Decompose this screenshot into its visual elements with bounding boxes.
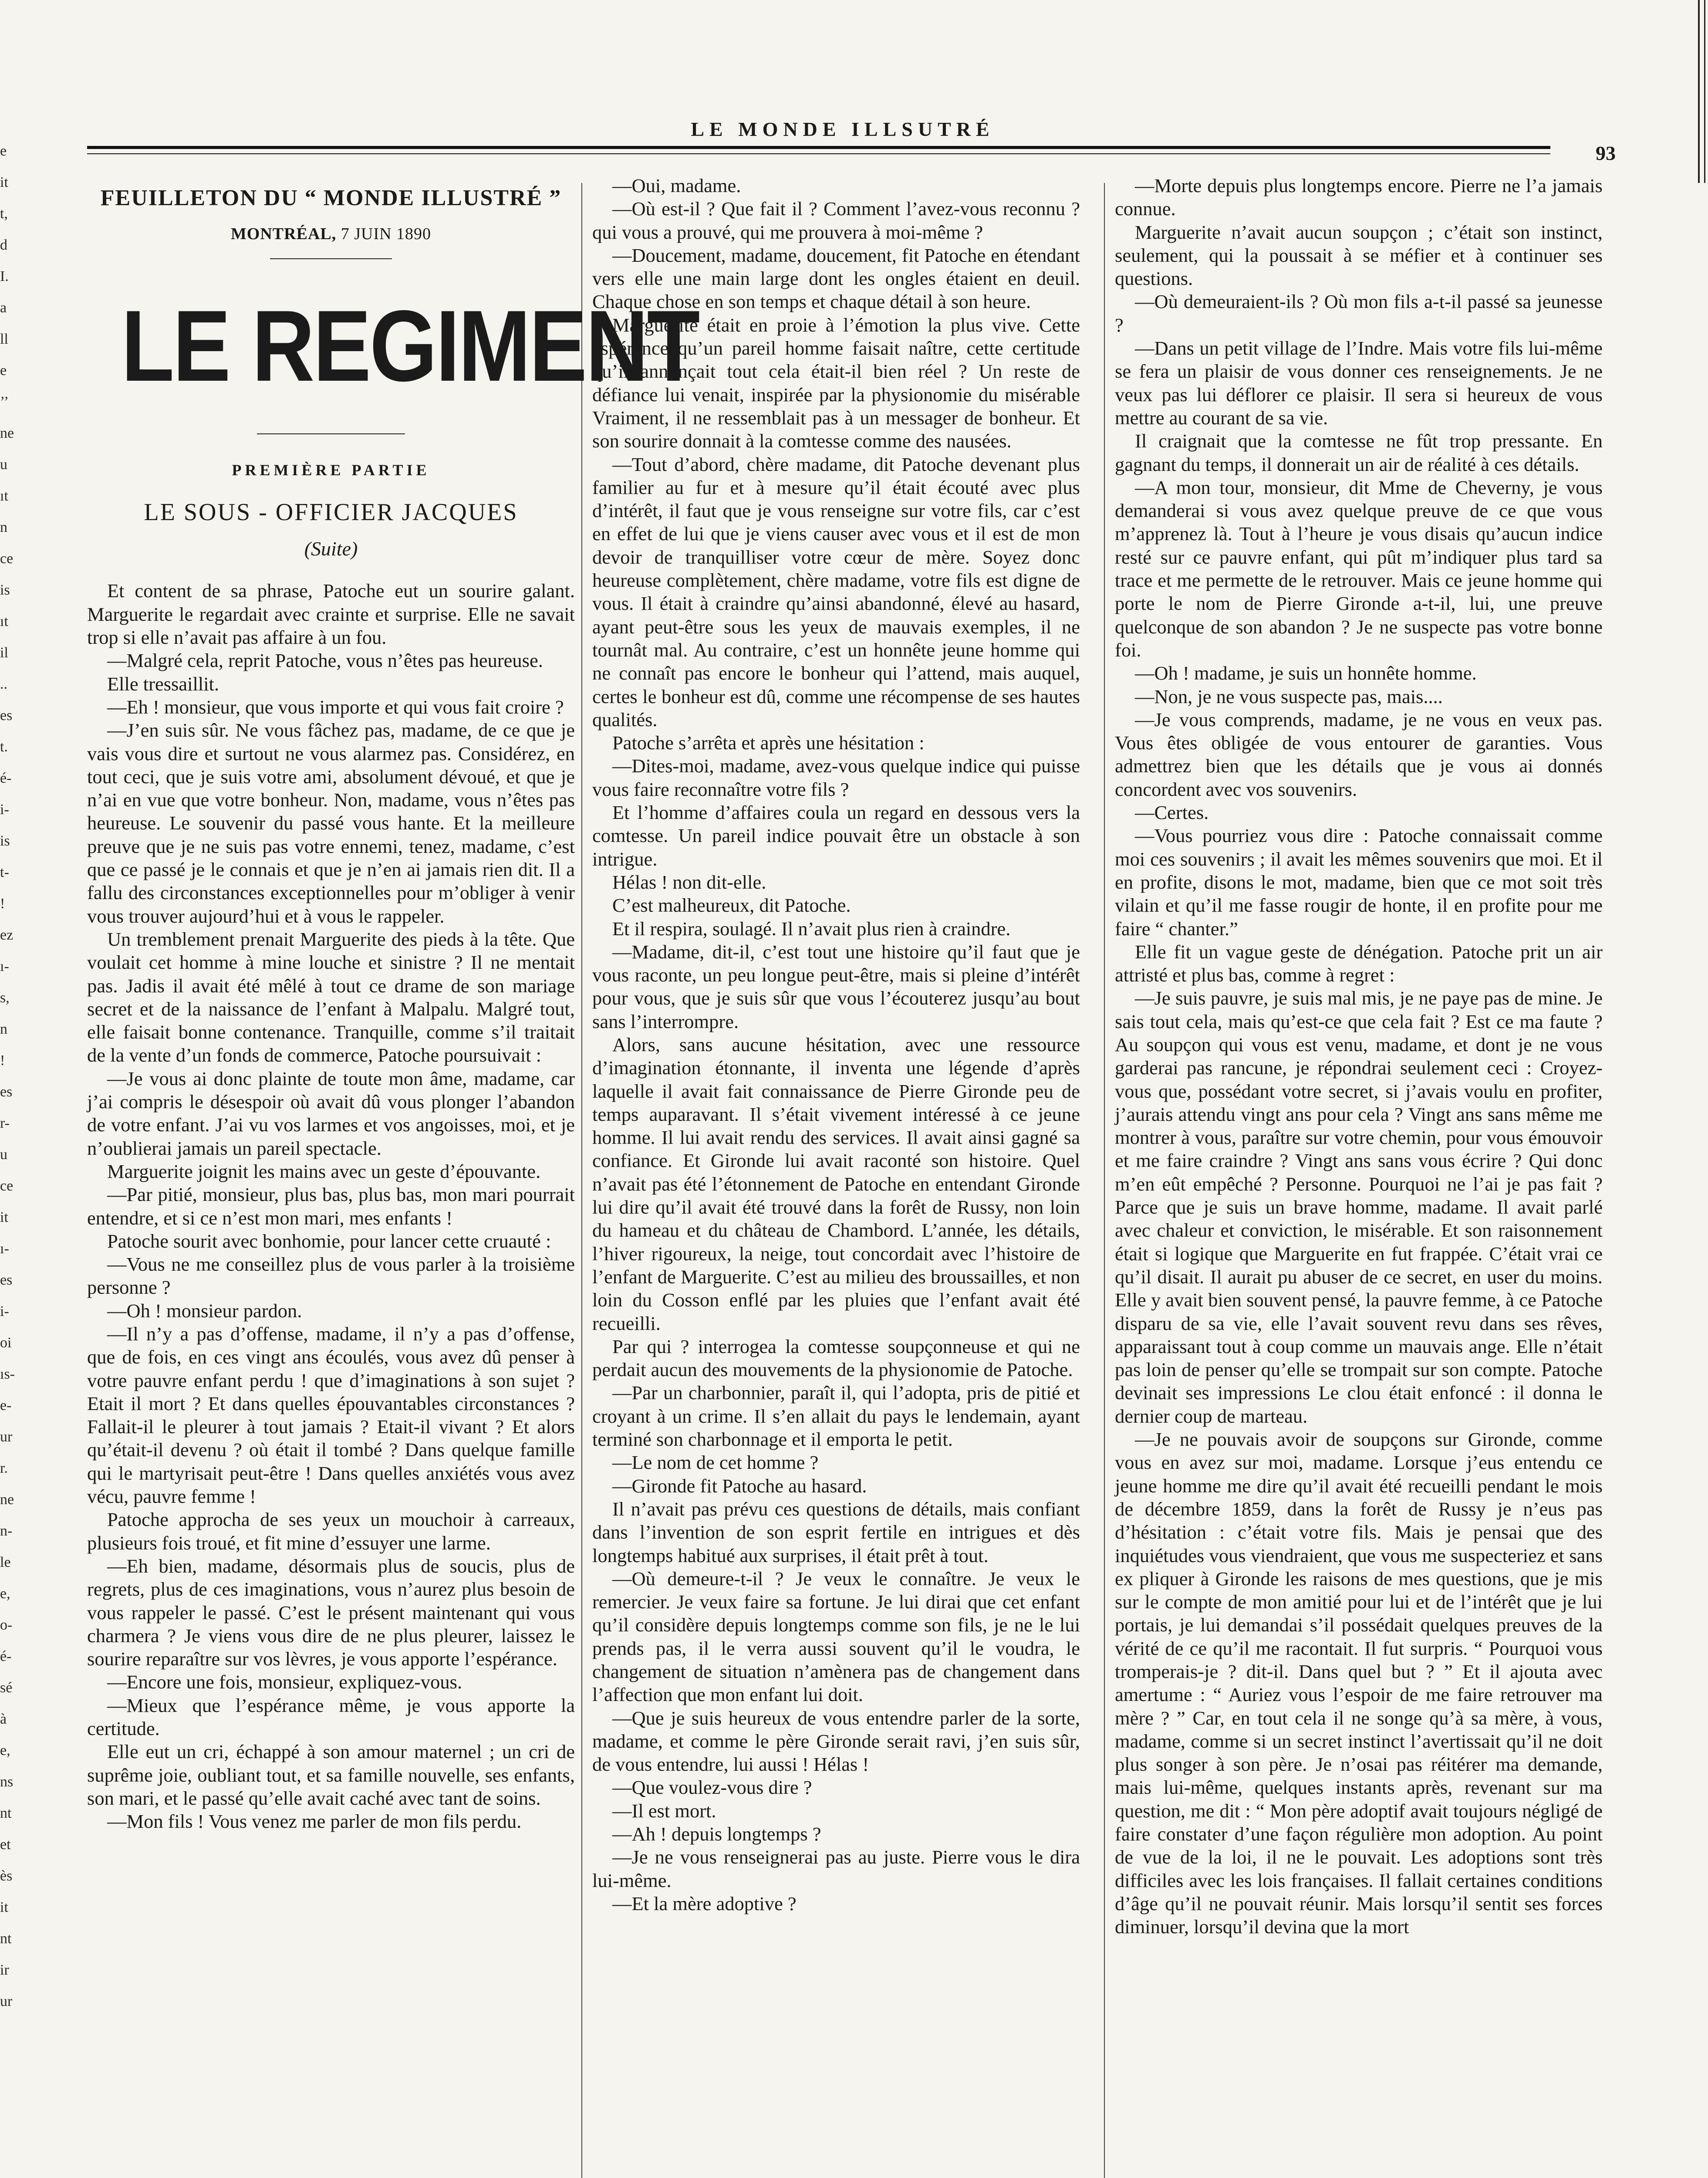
paragraph: —Oui, madame.: [612, 175, 741, 196]
gutter-fragment: e: [0, 143, 7, 159]
gutter-fragment: is: [0, 833, 10, 849]
short-rule: [257, 433, 405, 434]
paragraph: Et l’homme d’affaires coula un regard en dessous vers la comtesse. Un pareil indice pouvait être un obstacle à son intrigue.: [592, 802, 1080, 870]
paragraph: —Certes.: [1135, 802, 1209, 824]
paragraph: —Par un charbonnier, paraît il, qui l’adopta, pris de pitié et croyant à un crime. Il s’en allait du pays le lendemain, ayant terminé son charbonnage et il emporta le petit.: [592, 1382, 1080, 1451]
paragraph: Par qui ? interrogea la comtesse soupçonneuse et qui ne perdait aucun des mouvements de la physionomie de Patoche.: [592, 1335, 1080, 1381]
paragraph: —Que je suis heureux de vous entendre parler de la sorte, madame, et comme le père Gironde serait ravi, j’en suis sûr, de vous entendre, lui aussi ! Hélas !: [592, 1707, 1080, 1776]
gutter-fragment: le: [0, 1554, 11, 1570]
gutter-fragment: nt: [0, 1931, 12, 1947]
paragraph: —Non, je ne vous suspecte pas, mais....: [1135, 685, 1443, 707]
paragraph: —A mon tour, monsieur, dit Mme de Cheverny, je vous demanderai si vous avez quelque preuve de ce que vous m’apprenez là. Tout à l’heure je vous disais qu’aucun indice resté sur ce pauvre enfant, qui pût m’indiquer plus tard sa trace et me permette de le retrouver. Mais ce jeune homme qui porte le nom de Pierre Gironde a-t-il, lui, une preuve quelconque de son abandon ? Je ne suspecte pas votre bonne foi.: [1115, 476, 1603, 661]
gutter-fragment: e,: [0, 1742, 10, 1759]
gutter-fragment: is: [0, 582, 10, 598]
gutter-fragment: ne: [0, 1491, 14, 1508]
paragraph: —Vous ne me conseillez plus de vous parler à la troisième personne ?: [87, 1253, 575, 1299]
column-3: [1115, 174, 1603, 1939]
gutter-fragment: s,: [0, 990, 10, 1006]
paragraph: Un tremblement prenait Marguerite des pieds à la tête. Que voulait cet homme à mine louche et sinistre ? Il ne mentait pas. Jadis il avait été mêlé à tout ce drame de son mariage secret et de la naissance de l’enfant à Malpalu. Malgré tout, elle faisait bonne contenance. Tranquille, comme s’il traitait de la vente d’un fonds de commerce, Patoche poursuivait :: [87, 928, 575, 1066]
gutter-fragment: o-: [0, 1617, 13, 1633]
paragraph: —Eh ! monsieur, que vous importe et qui vous fait croire ?: [107, 696, 564, 718]
gutter-fragment: n: [0, 1021, 7, 1037]
paragraph: Elle eut un cri, échappé à son amour maternel ; un cri de suprême joie, oubliant tout, et sa famille nouvelle, ses enfants, son mari, et le passé qu’elle avait caché avec tant de soins.: [87, 1741, 575, 1809]
paragraph: —Oh ! monsieur pardon.: [107, 1299, 302, 1322]
paragraph: —Doucement, madame, doucement, fit Patoche en étendant vers elle une main large dont les ongles étaient en deuil. Chaque chose en son temps et chaque détail à son heure.: [592, 244, 1080, 313]
gutter-fragment: et: [0, 1836, 11, 1853]
dateline: [87, 223, 575, 246]
gutter-fragment: ’’: [0, 394, 9, 410]
paragraph: Elle fit un vague geste de dénégation. Patoche prit un air attristé et plus bas, comme à regret :: [1115, 940, 1603, 986]
adjacent-page-edge: [1698, 0, 1705, 183]
paragraph: —Il est mort.: [612, 1799, 716, 1822]
gutter-fragment: ll: [0, 331, 8, 347]
gutter-fragment: r.: [0, 1460, 8, 1476]
gutter-fragment: nt: [0, 1805, 12, 1821]
gutter-fragment: ce: [0, 551, 14, 567]
paragraph: —Et la mère adoptive ?: [612, 1892, 797, 1914]
chapter-subtitle: LE SOUS - OFFICIER JACQUES: [144, 498, 518, 526]
page-header: [87, 118, 1616, 164]
paragraph: Marguerite était en proie à l’émotion la plus vive. Cette espérance qu’un pareil homme faisait naître, cette certitude qu’il annonçait tout cela était-il bien réel ? Un reste de défiance lui venait, inspirée par la physionomie du misérable Vraiment, il ne ressemblait pas à un messager de bonheur. Et son sourire donnait à la comtesse comme des nausées.: [592, 314, 1080, 452]
gutter-fragment: à: [0, 1711, 7, 1727]
gutter-fragment: es: [0, 1084, 13, 1100]
paragraph: Marguerite n’avait aucun soupçon ; c’était son instinct, seulement, qui la poussait à se méfier et à continuer ses questions.: [1115, 221, 1603, 290]
gutter-fragment: a: [0, 300, 7, 316]
gutter-fragment: ne: [0, 425, 14, 441]
gutter-fragment: r-: [0, 1115, 10, 1131]
dateline-date: 7 JUIN 1890: [341, 225, 432, 244]
paragraph: —Le nom de cet homme ?: [612, 1451, 819, 1474]
paragraph: Patoche approcha de ses yeux un mouchoir à carreaux, plusieurs fois troué, et fit mine d’essuyer une larme.: [87, 1508, 575, 1554]
gutter-fragment: u: [0, 457, 7, 473]
paragraph: —Ah ! depuis longtemps ?: [612, 1823, 821, 1845]
gutter-fragment: il: [0, 645, 8, 661]
paragraph: —Vous pourriez vous dire : Patoche connaissait comme moi ces souvenirs ; il avait les mêmes souvenirs que moi. Et il en profite, disons le mot, madame, bien que ce mot soit très vilain et qu’il me fasse rougir de honte, il en profite pour me faire “ chanter.”: [1115, 825, 1603, 940]
paragraph: Il craignait que la comtesse ne fût trop pressante. En gagnant du temps, il donnerait un air de réalité à ces détails.: [1115, 430, 1603, 475]
short-rule: [270, 258, 392, 259]
gutter-fragment: ıt: [0, 488, 8, 504]
paragraph: —Où demeuraient-ils ? Où mon fils a-t-il passé sa jeunesse ?: [1115, 291, 1603, 336]
column-divider: [1104, 183, 1105, 2178]
paragraph: —Où est-il ? Que fait il ? Comment l’avez-vous reconnu ? qui vous a prouvé, qui me prouvera à moi-même ?: [592, 198, 1080, 243]
gutter-fragment: i-: [0, 1303, 9, 1319]
paragraph: —Tout d’abord, chère madame, dit Patoche devenant plus familier au fur et à mesure qu’il était écouté avec plus d’intérêt, il faut que je vous renseigne sur votre fils, car c’est en effet de lui que je viens causer avec vous et il est de mon devoir de tranquilliser votre cœur de mère. Soyez donc heureuse complètement, chère madame, votre fils est digne de vous. Il était à craindre qu’ainsi abandonné, élevé au hasard, ayant peut-être sous les yeux de mauvais exemples, il ne tournât mal. Au contraire, c’est un honnête jeune homme qui ne connaît pas encore le bonheur qui l’attend, mais auquel, certes le bonheur est dû, comme une récompense de ses hautes qualités.: [592, 453, 1080, 731]
paragraph: —Il n’y a pas d’offense, madame, il n’y a pas d’offense, que de fois, en ces vingt ans écoulés, vous avez dû penser à votre pauvre enfant perdu ! que d’imaginations à son sujet ? Etait il mort ? Et dans quelles épouvantables circonstances ? Fallait-il le pleurer à tout jamais ? Etait-il vivant ? Et alors qu’était-il devenu ? où était il tombé ? Dans quelque famille qui le martyrisait peut-être ! Dans quelles anxiétés vous avez vécu, pauvre femme !: [87, 1322, 575, 1508]
gutter-fragment: ı-: [0, 958, 9, 974]
gutter-fragment: t.: [0, 739, 8, 755]
gutter-fragment: ur: [0, 1993, 13, 2009]
gutter-fragments: [0, 144, 17, 2017]
paragraph: —Par pitié, monsieur, plus bas, plus bas, mon mari pourrait entendre, et si ce n’est mon mari, mes enfants !: [87, 1184, 575, 1229]
gutter-fragment: ès: [0, 1868, 13, 1884]
gutter-fragment: e,: [0, 1586, 10, 1602]
header-rule-thin: [87, 153, 1550, 154]
gutter-fragment: sé: [0, 1680, 13, 1696]
gutter-fragment: it: [0, 174, 8, 190]
gutter-fragment: n: [0, 519, 7, 535]
paragraph: —Je ne pouvais avoir de soupçons sur Gironde, comme vous en avez sur moi, madame. Lorsque j’eus entendu ce jeune homme me dire qu’il avait été recueilli pendant le mois de décembre 1859, dans la forêt de Russy je n’eus pas d’hésitation : c’était votre fils. Mais je pensai que des inquiétudes vous viendraient, que vous me suspecteriez et sans ex pliquer à Gironde les raisons de mes questions, que je mis sur le compte de mon amitié pour lui et de l’intérêt que je lui portais, je lui demandai s’il possédait quelques preuves de la vérité de ce qu’il me racontait. Il fut surpris. “ Pourquoi vous tromperais-je ? dit-il. Dans quel but ? ” Et il ajouta avec amertume : “ Auriez vous l’espoir de me faire retrouver ma mère ? ” Car, en tout cela il ne songe qu’à sa mère, à vous, madame, comme si un secret instinct l’avertissait qu’il ne doit plus songer à son père. Je n’osai pas réitérer ma demande, mais lui-même, quelques instants après, revenant sur ma question, me dit : “ Mon père adoptif avait toujours négligé de faire constater d’une façon régulière mon adoption. Au point de vue de la loi, il ne le pouvait. Les adoptions sont très difficiles avec les lois françaises. Il fallait certaines conditions d’âge qu’il ne pouvait réunir. Mais lorsqu’il sentit ses forces diminuer, lorsqu’il devina que la mort: [1115, 1428, 1603, 1938]
gutter-fragment: ..: [0, 676, 7, 692]
paragraph: —Que voulez-vous dire ?: [612, 1776, 812, 1799]
running-head: LE MONDE ILLSUTRÉ: [691, 118, 995, 140]
paragraph: —Mon fils ! Vous venez me parler de mon fils perdu.: [107, 1810, 522, 1833]
gutter-fragment: !: [0, 896, 5, 912]
gutter-fragment: é-: [0, 770, 12, 786]
gutter-fragment: es: [0, 707, 13, 724]
gutter-fragment: ce: [0, 1178, 14, 1194]
page-number: 93: [1596, 142, 1616, 164]
paragraph: —Dans un petit village de l’Indre. Mais votre fils lui-même se fera un plaisir de vous donner ces renseignements. Je ne veux pas lui déflorer ce plaisir. Il sera si heureux de vous mettre au courant de sa vie.: [1115, 337, 1603, 429]
gutter-fragment: I.: [0, 268, 9, 284]
gutter-fragment: t,: [0, 206, 8, 222]
gutter-fragment: it: [0, 1899, 8, 1915]
paragraph: —Où demeure-t-il ? Je veux le connaître. Je veux le remercier. Je veux faire sa fortune. Je lui dirai que cet enfant qu’il considère depuis longtemps comme son fils, je ne le lui prends pas, il le verra aussi souvent qu’il le voudra, le changement de situation n’amènera pas de changement dans l’affection que mon enfant lui doit.: [592, 1567, 1080, 1706]
paragraph: —Eh bien, madame, désormais plus de soucis, plus de regrets, plus de ces imaginations, vous n’aurez plus besoin de vous rappeler le passé. C’est le présent maintenant qui vous charmera ? Je viens vous dire de ne plus pleurer, laissez le sourire reparaître sur vos lèvres, je vous apporte l’espérance.: [87, 1555, 575, 1670]
paragraph: Alors, sans aucune hésitation, avec une ressource d’imagination étonnante, il inventa une légende d’après laquelle il avait fait connaissance de Pierre Gironde peu de temps auparavant. Il s’était vivement intéressé à ce jeune homme. Il lui avait rendu des services. Il avait ainsi gagné sa confiance. Et Gironde lui avait raconté son histoire. Quel n’avait pas été l’étonnement de Patoche en entendant Gironde lui dire qu’il avait été trouvé dans la forêt de Russy, non loin du hameau et du château de Chambord. L’année, les détails, l’hiver rigoureux, la neige, tout concordait avec l’histoire de l’enfant de Marguerite. C’est au milieu des broussailles, et non loin du Cosson enflé par les pluies que l’enfant avait été recueilli.: [592, 1033, 1080, 1334]
gutter-fragment: t-: [0, 864, 9, 880]
paragraph: —J’en suis sûr. Ne vous fâchez pas, madame, de ce que je vais vous dire et surtout ne vous alarmez pas. Considérez, en tout ceci, que je suis votre ami, absolument dévoué, et que je n’ai en vue que votre bonheur. Non, madame, vous n’êtes pas heureuse. Le souvenir du passé vous hante. Et la meilleure preuve que je ne suis pas votre ennemi, tenez, madame, c’est que ce passé je le connais et que je n’en ai jamais rien dit. Il a fallu des circonstances exceptionnelles pour m’obliger à venir vous trouver aujourd’hui et à vous le rappeler.: [87, 719, 575, 927]
paragraph: Et il respira, soulagé. Il n’avait plus rien à craindre.: [612, 917, 1011, 940]
gutter-fragment: ir: [0, 1962, 9, 1978]
gutter-fragment: es: [0, 1272, 13, 1288]
paragraph: Marguerite joignit les mains avec un geste d’épouvante.: [107, 1160, 541, 1182]
gutter-fragment: u: [0, 1146, 7, 1163]
gutter-fragment: oi: [0, 1335, 12, 1351]
paragraph: —Je vous comprends, madame, je ne vous en veux pas. Vous êtes obligée de vous entourer de garanties. Vous admettrez bien que les détails que je vous ai donnés concordent avec vos souvenirs.: [1115, 708, 1603, 800]
gutter-fragment: d: [0, 237, 7, 253]
paragraph: —Dites-moi, madame, avez-vous quelque indice qui puisse vous faire reconnaître votre fils ?: [592, 755, 1080, 800]
paragraph: Patoche sourit avec bonhomie, pour lancer cette cruauté :: [107, 1230, 551, 1252]
gutter-fragment: n-: [0, 1523, 13, 1539]
part-heading: PREMIÈRE PARTIE: [232, 461, 430, 479]
gutter-fragment: ur: [0, 1429, 13, 1445]
paragraph: Hélas ! non dit-elle.: [612, 871, 766, 893]
suite-label: (Suite): [304, 538, 358, 560]
paragraph: —Oh ! madame, je suis un honnête homme.: [1135, 662, 1477, 684]
column-3-body: [1115, 174, 1603, 1939]
paragraph: —Mieux que l’espérance même, je vous apporte la certitude.: [87, 1694, 575, 1740]
header-rule-thick: [87, 146, 1550, 149]
gutter-fragment: !: [0, 1052, 5, 1069]
gutter-fragment: é-: [0, 1648, 12, 1664]
paragraph: C’est malheureux, dit Patoche.: [612, 894, 851, 917]
column-divider: [581, 183, 582, 2178]
paragraph: Patoche s’arrêta et après une hésitation :: [612, 732, 925, 754]
gutter-fragment: ez: [0, 927, 14, 943]
gutter-fragment: e: [0, 362, 7, 379]
gutter-fragment: ıs-: [0, 1366, 15, 1382]
gutter-fragment: i-: [0, 802, 9, 818]
serial-title: LE REGIMENT: [121, 289, 699, 402]
paragraph: —Je ne vous renseignerai pas au juste. Pierre vous le dira lui-même.: [592, 1846, 1080, 1891]
gutter-fragment: e-: [0, 1397, 12, 1414]
paragraph: —Je suis pauvre, je suis mal mis, je ne paye pas de mine. Je sais tout cela, mais qu’est-ce que cela fait ? Est ce ma faute ? Au soupçon qui vous est venu, madame, et dont je ne vous garderai pas rancune, je répondrai seulement ceci : Croyez-vous que, possédant votre secret, si j’avais voulu en profiter, j’aurais attendu vingt ans pour cela ? Vingt ans sans même me montrer à vous, paraître sur votre chemin, pour vous émouvoir et me faire craindre ? Vingt ans sans vous écrire ? Qui donc m’en eût empêché ? Personne. Pourquoi ne l’ai je pas fait ? Parce que je suis un brave homme, madame. Il avait parlé avec chaleur et conviction, le misérable. Et son raisonnement était si logique que Marguerite en fut frappée. C’était vrai ce qu’il disait. Il aurait pu abuser de ce secret, en user du moins. Elle y avait bien souvent pensé, la pauvre femme, à ce Patoche disparu de sa vie, elle l’avait souvent revu dans ses rêves, apparaissant tout à coup comme un mauvais ange. Elle n’était pas loin de penser qu’elle se trompait sur son compte. Patoche devinait ses impressions Le clou était enfoncé : il donna le dernier coup de marteau.: [1115, 987, 1603, 1427]
paragraph: —Morte depuis plus longtemps encore. Pierre ne l’a jamais connue.: [1115, 175, 1603, 220]
gutter-fragment: ıt: [0, 613, 8, 629]
gutter-fragment: ns: [0, 1774, 14, 1790]
paragraph: —Malgré cela, reprit Patoche, vous n’êtes pas heureuse.: [107, 649, 543, 672]
column-2-body: [592, 174, 1080, 1915]
gutter-fragment: it: [0, 1209, 8, 1225]
feuilleton-heading: FEUILLETON DU “ MONDE ILLUSTRÉ ”: [100, 186, 562, 210]
column-2: [592, 174, 1080, 1915]
dateline-place: MONTRÉAL,: [230, 225, 337, 244]
column-1-body: [87, 579, 575, 1833]
paragraph: —Encore une fois, monsieur, expliquez-vous.: [107, 1671, 462, 1693]
paragraph: Il n’avait pas prévu ces questions de détails, mais confiant dans l’invention de son esprit fertile en intrigues et dès longtemps habitué aux surprises, il était prêt à tout.: [592, 1498, 1080, 1566]
gutter-fragment: ı-: [0, 1241, 9, 1257]
paragraph: —Madame, dit-il, c’est tout une histoire qu’il faut que je vous raconte, un peu longue peut-être, mais si pleine d’intérêt pour vous, que je suis sûr que vous l’écouterez jusqu’au bout sans l’interrompre.: [592, 940, 1080, 1032]
paragraph: Elle tressaillit.: [107, 673, 219, 695]
paragraph: —Je vous ai donc plainte de toute mon âme, madame, car j’ai compris le désespoir où avait dû vous plonger l’abandon de votre enfant. J’ai vu vos larmes et vos angoisses, moi, et je n’oublierai jamais un pareil spectacle.: [87, 1067, 575, 1159]
paragraph: Et content de sa phrase, Patoche eut un sourire galant. Marguerite le regardait avec crainte et surprise. Elle ne savait trop si elle n’avait pas affaire à un fou.: [87, 580, 575, 649]
paragraph: —Gironde fit Patoche au hasard.: [612, 1475, 867, 1497]
